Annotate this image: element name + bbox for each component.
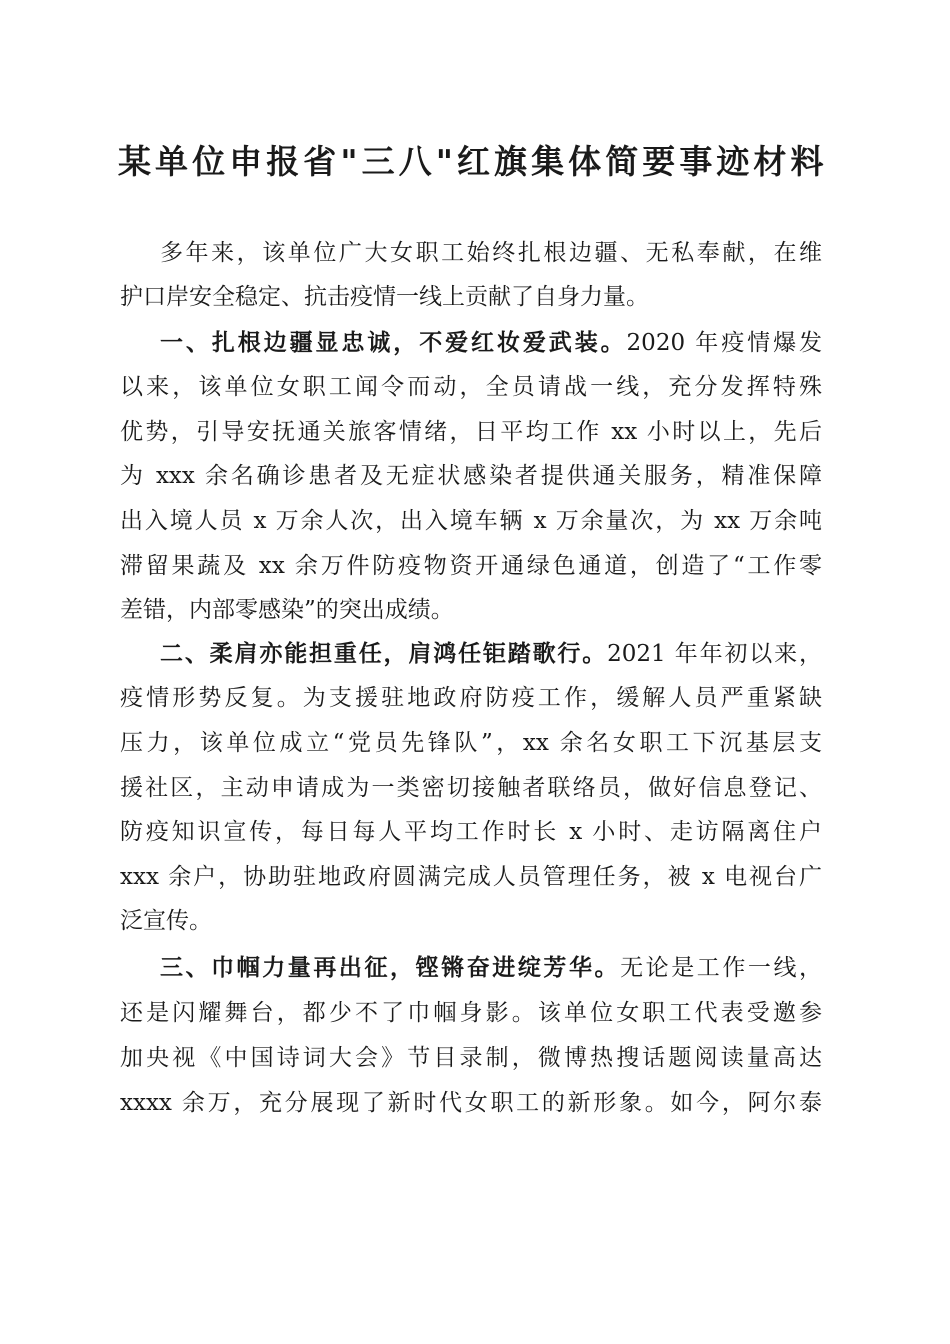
paragraph-line xyxy=(120,998,822,1028)
paragraph-line xyxy=(160,328,822,358)
paragraph-line xyxy=(120,372,822,402)
paragraph-text: xxx 余户，协助驻地政府圆满完成人员管理任务，被 x 电视台广 xyxy=(120,864,822,890)
paragraph-line xyxy=(120,683,822,713)
section-heading: 二、柔肩亦能担重任，肩鸿任钜踏歌行。 xyxy=(160,640,608,667)
paragraph-line xyxy=(120,817,822,847)
paragraph-line xyxy=(120,773,822,803)
paragraph-text: 压力，该单位成立“党员先锋队”，xx 余名女职工下沉基层支 xyxy=(120,730,822,756)
paragraph-text: 以来，该单位女职工闻令而动，全员请战一线，充分发挥特殊 xyxy=(120,374,822,400)
paragraph-line xyxy=(120,417,822,447)
paragraph-text: 滞留果蔬及 xx 余万件防疫物资开通绿色通道，创造了“工作零 xyxy=(120,553,822,579)
paragraph-line xyxy=(120,1088,822,1118)
paragraph-line xyxy=(120,506,822,536)
paragraph-text: 优势，引导安抚通关旅客情绪，日平均工作 xx 小时以上，先后 xyxy=(120,419,822,445)
paragraph-line xyxy=(120,461,822,491)
paragraph-line xyxy=(160,639,822,669)
paragraph-text: xxxx 余万，充分展现了新时代女职工的新形象。如今，阿尔泰 xyxy=(120,1090,822,1116)
paragraph-text: 加央视《中国诗词大会》节目录制，微博热搜话题阅读量高达 xyxy=(120,1045,822,1071)
document-title: 某单位申报省"三八"红旗集体简要事迹材料 xyxy=(118,142,824,181)
paragraph-text: 差错，内部零感染”的突出成绩。 xyxy=(120,597,454,623)
paragraph-text: 疫情形势反复。为支援驻地政府防疫工作，缓解人员严重紧缺 xyxy=(120,685,822,711)
paragraph-text: 援社区，主动申请成为一类密切接触者联络员，做好信息登记、 xyxy=(120,775,822,801)
paragraph-text: 护口岸安全稳定、抗击疫情一线上贡献了自身力量。 xyxy=(120,284,649,310)
section-heading: 一、扎根边疆显忠诚，不爱红妆爱武装。 xyxy=(160,329,627,356)
paragraph-text: 为 xxx 余名确诊患者及无症状感染者提供通关服务，精准保障 xyxy=(120,463,822,489)
paragraph-text: 2021 年年初以来， xyxy=(607,641,822,667)
paragraph-line xyxy=(120,906,822,936)
paragraph-line xyxy=(120,728,822,758)
paragraph-line xyxy=(160,953,822,983)
paragraph-text: 防疫知识宣传，每日每人平均工作时长 x 小时、走访隔离住户 xyxy=(120,819,822,845)
paragraph-text: 无论是工作一线， xyxy=(620,955,823,981)
paragraph-line xyxy=(160,238,822,268)
paragraph-text: 还是闪耀舞台，都少不了巾帼身影。该单位女职工代表受邀参 xyxy=(120,1000,822,1026)
paragraph-text: 出入境人员 x 万余人次，出入境车辆 x 万余量次，为 xx 万余吨 xyxy=(120,508,822,534)
paragraph-line xyxy=(120,1043,822,1073)
section-heading: 三、巾帼力量再出征，铿锵奋进绽芳华。 xyxy=(160,954,621,981)
paragraph-text: 2020 年疫情爆发 xyxy=(626,330,822,356)
paragraph-line xyxy=(120,282,822,312)
paragraph-line xyxy=(120,551,822,581)
paragraph-line xyxy=(120,862,822,892)
paragraph-line xyxy=(120,595,822,625)
paragraph-text: 泛宣传。 xyxy=(120,908,212,934)
paragraph-text: 多年来，该单位广大女职工始终扎根边疆、无私奉献，在维 xyxy=(160,240,822,266)
